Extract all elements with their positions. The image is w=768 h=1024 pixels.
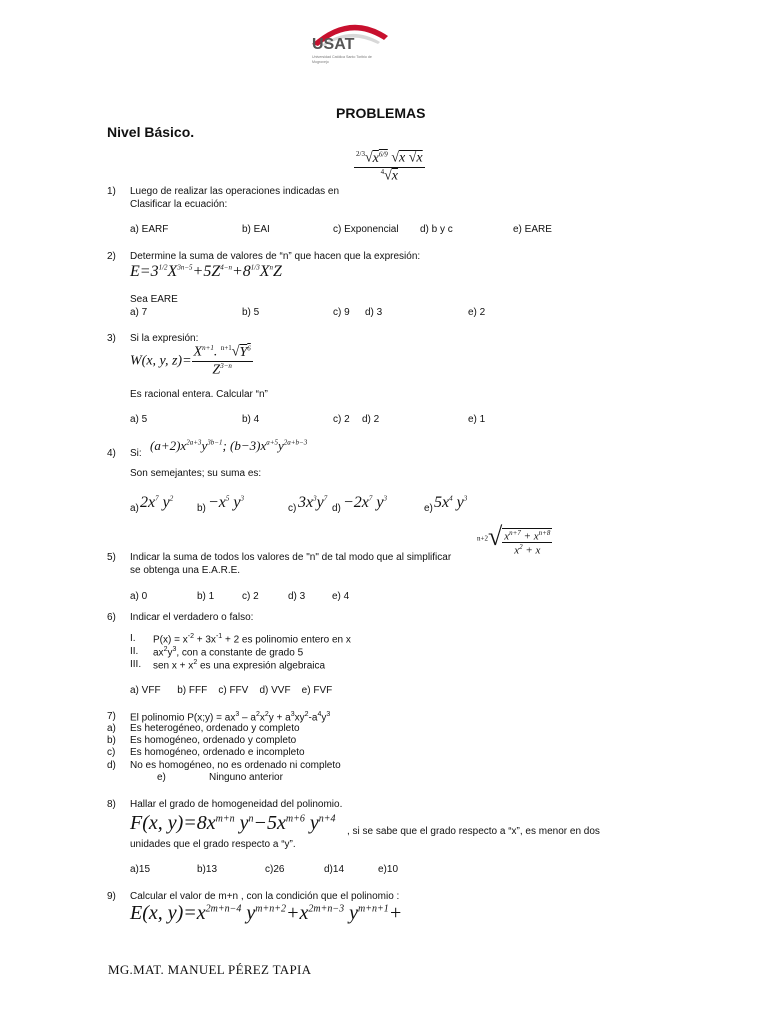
q7-item-c: Es homogéneo, ordenado e incompleto: [130, 747, 305, 758]
author-footer: MG.MAT. MANUEL PÉREZ TAPIA: [108, 962, 312, 977]
q5-number: 5): [107, 552, 116, 563]
q4-text: Son semejantes; su suma es:: [130, 468, 262, 479]
q1-formula: $\frac{^{2/3}√x^{6/9} √x √x}{^4√x}$: [356, 150, 423, 184]
q2-number: 2): [107, 251, 116, 262]
q5-option-e: e) 4: [332, 591, 350, 602]
q8-option-d: d)14: [324, 864, 345, 875]
q6-item-1: $P(x) = x^{-2} + 3x^{-1} + 2$ es polinomio entero en x: [153, 633, 351, 646]
q6-item-3: sen $x + x^2$ es una expresión algebraica: [153, 659, 326, 672]
q7-item-b: Es homogéneo, ordenado y completo: [130, 735, 297, 746]
q3-option-d: d) 2: [362, 414, 380, 425]
q4-number: 4): [107, 448, 116, 459]
q1-text: Luego de realizar las operaciones indicadas en: [130, 186, 340, 197]
q6-item-roman-3: III.: [130, 659, 142, 670]
q9-text: Calcular el valor de m+n , con la condición que el polinomio :: [130, 891, 400, 902]
q8-option-c: c)26: [265, 864, 285, 875]
q6-item-2: $ax^2y^3$, con a constante de grado 5: [153, 646, 304, 659]
q1-option-e: e) EARE: [513, 224, 552, 235]
q6-item-roman-1: I.: [130, 633, 136, 644]
q7-item-letter-b: b): [107, 735, 116, 746]
q8-text-2: , si se sabe que el grado respecto a “x”, es menor en dos: [347, 826, 600, 837]
q3-option-e: e) 1: [468, 414, 486, 425]
level-heading: Nivel Básico.: [107, 124, 195, 140]
q7-item-a: Es heterogéneo, ordenado y completo: [130, 723, 300, 734]
q6-text: Indicar el verdadero o falso:: [130, 612, 254, 623]
q5-formula: $^{n+2}$√ $\frac{x^{n+7} + x^{n+8}}{x^2 + x}$: [477, 522, 551, 558]
q7-item-letter-d: d): [107, 760, 116, 771]
q3-formula: W(x, y, z)= $\frac{X^{n+1}. ^{n+1}√Y^6}{Z^{3-n}}$: [130, 344, 251, 378]
q5-option-b: b) 1: [197, 591, 215, 602]
q3-option-a: a) 5: [130, 414, 148, 425]
q8-number: 8): [107, 799, 116, 810]
q3-option-b: b) 4: [242, 414, 260, 425]
page-title: PROBLEMAS: [336, 105, 426, 121]
q5-text: Indicar la suma de todos los valores de "n" de tal modo que al simplificar: [130, 552, 452, 563]
q5-text-2: se obtenga una E.A.R.E.: [130, 565, 241, 576]
q8-formula: F(x, $y)=8x^{m+n}$ $y^n-5x^{m+6}$ $y^{n+4}$: [130, 812, 336, 834]
q7-number: 7): [107, 711, 116, 722]
usat-logo: [310, 16, 390, 72]
q8-option-a: a)15: [130, 864, 151, 875]
logo-text: USAT: [312, 36, 355, 53]
q1-option-d: d) b y c: [420, 224, 453, 235]
q4-option-c-math: $3x^3y^7$: [298, 494, 328, 511]
q1-number: 1): [107, 186, 116, 197]
q8-option-e: e)10: [378, 864, 399, 875]
q2-text: Determine la suma de valores de “n” que hacen que la expresión:: [130, 251, 421, 262]
q4-si: Si:: [130, 448, 142, 459]
q7-item-letter-a: a): [107, 723, 116, 734]
q3-note: Es racional entera. Calcular “n”: [130, 389, 268, 400]
q4-option-c: c): [288, 503, 297, 514]
q5-option-a: a) 0: [130, 591, 148, 602]
q9-number: 9): [107, 891, 116, 902]
q3-number: 3): [107, 333, 116, 344]
q3-text: Si la expresión:: [130, 333, 199, 344]
q4-option-e-math: $5x^4$ $y^3$: [434, 494, 468, 511]
q4-option-d-math: $-2x^7$ $y^3$: [343, 494, 388, 511]
q7-item-letter-c: c): [107, 747, 116, 758]
q1-text-2: Clasificar la ecuación:: [130, 199, 228, 210]
q2-option-d: d) 3: [365, 307, 383, 318]
q1-option-a: a) EARF: [130, 224, 169, 235]
q8-text: Hallar el grado de homogeneidad del polinomio.: [130, 799, 343, 810]
q7-item-e: Ninguno anterior: [209, 772, 283, 783]
q2-option-c: c) 9: [333, 307, 350, 318]
q5-option-c: c) 2: [242, 591, 259, 602]
q4-option-b: b): [197, 503, 206, 514]
q2-formula: $E=3^{1/2}X^{3n-5}+5Z^{4-n}+8^{1/3}X^nZ$: [130, 263, 282, 280]
q8-text-3: unidades que el grado respecto a “y”.: [130, 839, 296, 850]
q5-option-d: d) 3: [288, 591, 306, 602]
q6-number: 6): [107, 612, 116, 623]
q2-note: Sea EARE: [130, 294, 178, 305]
logo-subtitle: Universidad Católica Santo Toribio de Mogrovejo: [312, 55, 372, 64]
q6-options: a) VFF b) FFF c) FFV d) VVF e) FVF: [130, 685, 333, 696]
q7-item-d: No es homogéneo, no es ordenado ni completo: [130, 760, 341, 771]
q4-option-a: a): [130, 503, 139, 514]
q6-item-roman-2: II.: [130, 646, 139, 657]
q1-option-c: c) Exponencial: [333, 224, 399, 235]
q4-option-e: e): [424, 503, 433, 514]
q7-item-letter-e: e): [157, 772, 166, 783]
q4-option-b-math: $-x^5$ $y^3$: [208, 494, 245, 511]
q7-text: El polinomio P(x;y) = $ax^3 - a^2x^2y + a^3xy^2-a^4y^3$: [130, 711, 331, 724]
q2-option-a: a) 7: [130, 307, 148, 318]
q8-option-b: b)13: [197, 864, 218, 875]
q4-option-d: d): [332, 503, 341, 514]
q1-option-b: b) EAI: [242, 224, 270, 235]
q2-option-b: b) 5: [242, 307, 260, 318]
q9-formula: E(x, $y)=x^{2m+n-4}$ $y^{m+n+2}+x^{2m+n-3}$ $y^{m+n+1}+$: [130, 902, 403, 924]
q4-formula: $(a+2)x^{2a+3}y^{3b-1}$; $(b-3)x^{a+5}y^{2a+b-3}$: [150, 438, 308, 453]
q3-option-c: c) 2: [333, 414, 350, 425]
q4-option-a-math: $2x^7$ $y^2$: [140, 494, 174, 511]
q2-option-e: e) 2: [468, 307, 486, 318]
